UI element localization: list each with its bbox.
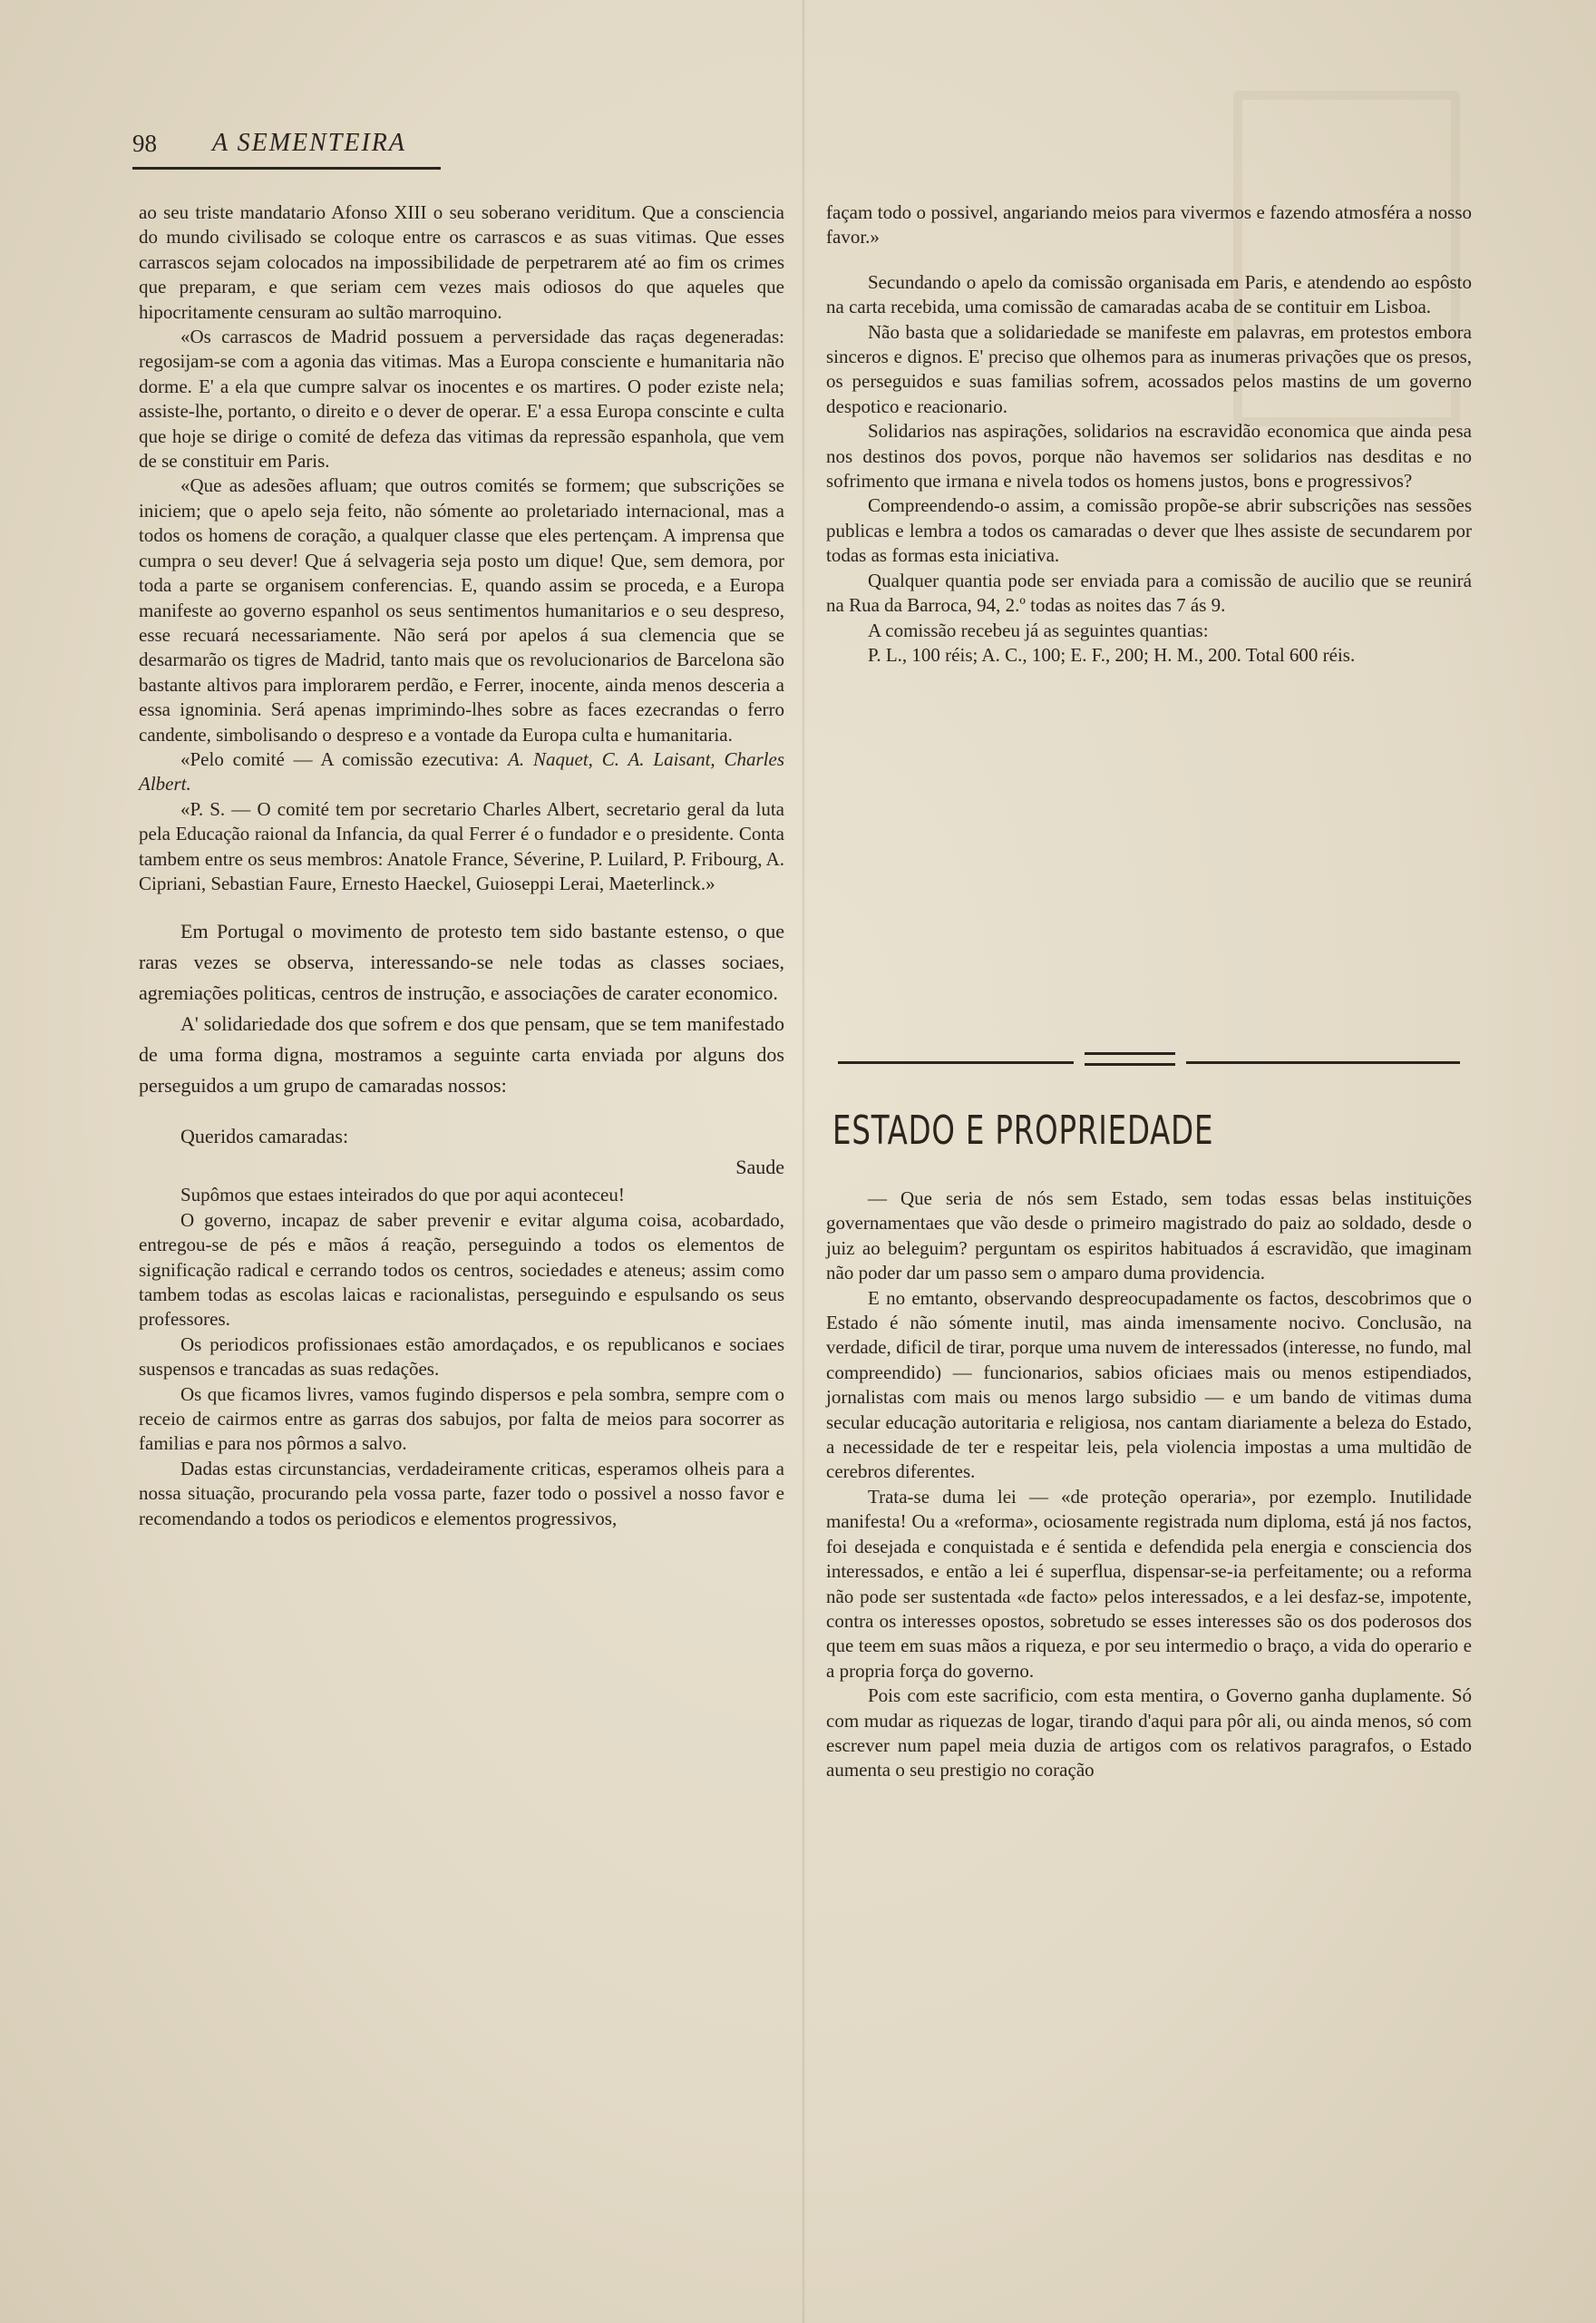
divider-rule [1085,1063,1175,1066]
postscript-paragraph: «P. S. — O comité tem por secretario Charles Albert, secretario geral da luta pela Educação raional da Infancia, da qual Ferrer é o fundador e o presidente. Conta tambem entre os seus membros: Anatole France, Séverine, P. Luilard, P. Fribourg, A. Cipriani, Sebastian Faure, Ernesto Haeckel, Guioseppi Lerai, Maeterlinck.» [139,797,784,894]
article-paragraph: «Que as adesões afluam; que outros comités se formem; que subscrições se iniciem; que o apelo seja feito, não sómente ao proletariado internacional, mas a todos os homens de coração, a qualquer classe que eles pertençam. A imprensa que cumpra o seu dever! Que á selvageria seja posto um dique! Que, sem demora, por toda a parte se organisem conferencias. E, quando assim se proceda, e a Europa manifeste ao governo espanhol os seus sentimentos humanitarios e o seu despreso, esse recuará necessariamente. Não será por apelos á sua clemencia que se desarmarão os tigres de Madrid, tanto mais que os revolucionarios de Barcelona são bastante altivos para implorarem perdão, e Ferrer, inocente, ainda menos desceria a essa ignominia. Será apenas imprimindo-lhes sobre as faces ezecrandas o ferro candente, simbolisando o despreso e a vontade da Europa culta e humanitaria. [139,474,784,746]
article-paragraph: Solidarios nas aspirações, solidarios na escravidão economica que ainda pesa nos destinos dos povos, porque não havemos ser solidarios nas desditas e no sofrimento que irmana e nivela todos os homens justos, bons e progressivos? [826,420,1472,493]
portugal-section [139,916,784,1183]
signature-names: A. Naquet, C. A. Laisant, Charles Albert. [139,747,785,795]
letter-paragraph: Os que ficamos livres, vamos fugindo dispersos e pela sombra, sempre com o receio de cairmos entre as garras dos sabujos, por falta de meios para socorrer as familias e para nos pôrmos a salvo. [139,1382,784,1455]
signature-line [139,747,784,797]
article-paragraph: Compreendendo-o assim, a comissão propõe-se abrir subscrições nas sessões publicas e lembra a todos os camaradas o dever que lhes assiste de secundarem por todas as formas esta iniciativa. [826,494,1472,567]
divider-rule [1085,1052,1175,1055]
right-column-bottom [826,1186,1472,1783]
page-fold [802,0,805,2323]
letter-paragraph: O governo, incapaz de saber prevenir e evitar alguma coisa, acobardado, entregou-se de pés e mãos á reação, perseguindo a todos os elementos de significação radical e cerrando todos os centros, sociedades e ateneus; assim como tambem todas as escolas laicas e racionalistas, perseguindo e espulsando os seus professores. [139,1208,784,1331]
divider-rule [1186,1061,1460,1064]
article-paragraph: Trata-se duma lei — «de proteção operaria», por ezemplo. Inutilidade manifesta! Ou a «reforma», ociosamente registrada num diploma, está já nos factos, foi desejada e conquistada e é sentida e defendida pela energia e consciencia dos interessados, e então a lei é superflua, dispensar-se-ia perfeitamente; ou a reforma não pode ser sustentada «de facto» pelos interessados, e a lei desfaz-se, impotente, contra os interesses opostos, sobretudo se esses interesses são os dos poderosos dos que teem em suas mãos a riqueza, e por seu intermedio o braço, a vida do operario e a propria força do governo. [826,1485,1472,1682]
letter-greeting: Saude [735,1156,784,1179]
article-paragraph: A' solidariedade dos que sofrem e dos que pensam, que se tem manifestado de uma forma digna, mostramos a seguinte carta enviada por alguns dos perseguidos a um grupo de camaradas nossos: [139,1012,784,1098]
letter-paragraph: Supômos que estaes inteirados do que por aqui aconteceu! [180,1184,625,1206]
article-paragraph: E no emtanto, observando despreocupadamente os factos, descobrimos que o Estado é não sómente inutil, mas ainda imensamente nocivo. Conclusão, na verdade, dificil de tirar, porque uma nuvem de interessados (interesse, no fundo, mal compreendido) — funcionarios, sabios oficiaes mais ou menos estipendiados, jornalistas com mais ou menos largo subsidio — e um bando de vitimas duma secular educação autoritaria e religiosa, nos cantam diariamente a beleza do Estado, a necessidade de ter e respeitar leis, pela violencia impostas a uma multidão de cerebros diferentes. [826,1286,1472,1483]
donation-list: P. L., 100 réis; A. C., 100; E. F., 200; H. M., 200. Total 600 réis. [868,643,1356,666]
letter-paragraph: Os periodicos profissionaes estão amordaçados, e os republicanos e sociaes suspensos e trancadas as suas redações. [139,1332,784,1381]
article-paragraph: ao seu triste mandatario Afonso XIII o seu soberano veriditum. Que a consciencia do mundo civilisado se coloque entre os carrascos e as suas vitimas. Que esses carrascos sejam colocados na impossibilidade de perpetrarem até ao fim os crimes que preparam, e que seriam cem vezes mais odiosos do que aqueles que hipocritamente censuram ao sultão marroquino. [139,201,784,323]
section-heading: ESTADO E PROPRIEDADE [832,1108,1214,1154]
letter-salutation: Queridos camaradas: [180,1125,349,1148]
article-paragraph: — Que seria de nós sem Estado, sem todas essas belas instituições governamentaes que vão desde o primeiro magistrado do paiz ao soldado, desde o juiz ao beleguim? perguntam os espiritos habituados á escravidão, que imaginam não poder dar um passo sem o amparo duma providencia. [826,1187,1472,1284]
running-header [132,127,441,170]
masthead-title: A SEMENTEIRA [212,129,407,157]
left-column [139,200,784,1531]
article-paragraph: A comissão recebeu já as seguintes quantias: [868,619,1209,641]
article-paragraph: Pois com este sacrificio, com esta mentira, o Governo ganha duplamente. Só com mudar as riquezas de logar, tirando d'aqui para pôr ali, ou ainda menos, só com escrever num papel meia duzia de artigos com os relativos paragrafos, o Estado aumenta o seu prestigio no coração [826,1684,1472,1781]
article-paragraph: «Os carrascos de Madrid possuem a perversidade das raças degeneradas: regosijam-se com a agonia das vitimas. Mas a Europa consciente e humanitaria não dorme. E' a ela que cumpre salvar os inocentes e os martires. O poder eziste nela; assiste-lhe, portanto, o direito e o dever de operar. E' a essa Europa conscinte e culta que hoje se dirige o comité de defeza das vitimas da repressão espanhola, que vem de se constituir em Paris. [139,326,784,473]
section-divider [838,1050,1460,1069]
letter-paragraph: façam todo o possivel, angariando meios para vivermos e fazendo atmosféra a nosso favor.» [826,201,1472,249]
right-column-top [826,200,1472,668]
article-paragraph: Não basta que a solidariedade se manifeste em palavras, em protestos embora sinceros e dignos. E' preciso que olhemos para as inumeras privações que os presos, os perseguidos e suas familias sofrem, acossados pelos mastins de um governo despotico e reacionario. [826,320,1472,417]
signature-lead: «Pelo comité — A comissão ezecutiva: [180,747,500,770]
divider-rule [838,1061,1074,1064]
article-paragraph: Secundando o apelo da comissão organisada em Paris, e atendendo ao espôsto na carta recebida, uma comissão de camaradas acaba de se contituir em Lisboa. [826,270,1472,318]
page-number: 98 [132,130,157,157]
article-paragraph: Qualquer quantia pode ser enviada para a comissão de aucilio que se reunirá na Rua da Barroca, 94, 2.º todas as noites das 7 ás 9. [826,569,1472,617]
letter-paragraph: Dadas estas circunstancias, verdadeiramente criticas, esperamos olheis para a nossa situação, procurando pela vossa parte, fazer todo o possivel a nosso favor e recomendando a todos os periodicos e elementos progressivos, [139,1457,784,1529]
article-paragraph: Em Portugal o movimento de protesto tem sido bastante estenso, o que raras vezes se observa, interessando-se nele todas as classes sociaes, agremiações politicas, centros de instrução, e associações de carater economico. [139,920,784,1005]
